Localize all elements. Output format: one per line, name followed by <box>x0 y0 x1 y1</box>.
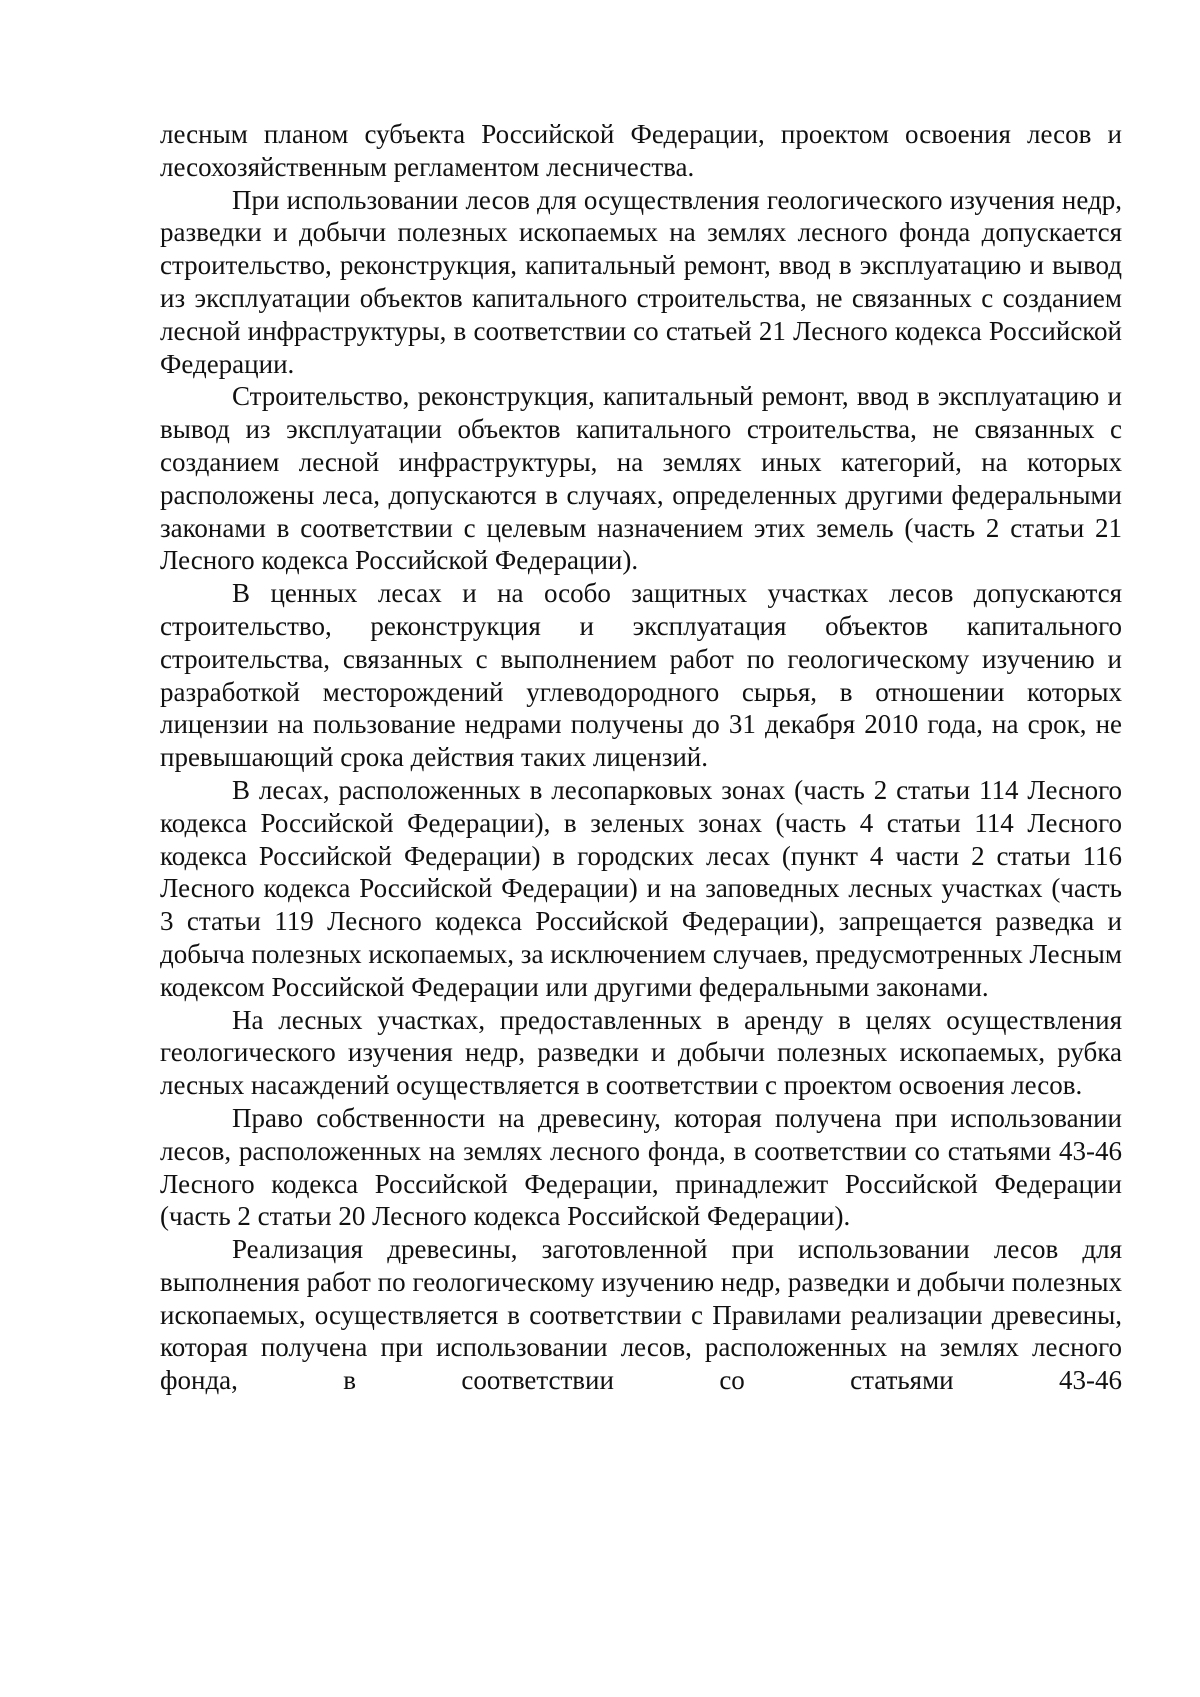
paragraph-construction-other-lands: Строительство, реконструкция, капитальный ремонт, ввод в эксплуатацию и вывод из эксплуатации объектов капитального строительства, не связанных с созданием лесной инфраструктуры, на землях иных категорий, на которых расположены леса, допускаются в случаях, определенных другими федеральными законами в соответствии с целевым назначением этих земель (часть 2 статьи 21 Лесного кодекса Российской Федерации). <box>160 381 1122 576</box>
paragraph-valuable-forests: В ценных лесах и на особо защитных участках лесов допускаются строительство, реконструкция и эксплуатация объектов капитального строительства, связанных с выполнением работ по геологическому изучению и разработкой месторождений углеводородного сырья, в отношении которых лицензии на пользование недрами получены до 31 декабря 2010 года, на срок, не превышающий срока действия таких лицензий. <box>160 578 1122 773</box>
document-body <box>160 118 1122 1397</box>
paragraph-leased-plots: На лесных участках, предоставленных в аренду в целях осуществления геологического изучения недр, разведки и добычи полезных ископаемых, рубка лесных насаждений осуществляется в соответствии с проектом освоения лесов. <box>160 1004 1122 1101</box>
paragraph-timber-sale: Реализация древесины, заготовленной при использовании лесов для выполнения работ по геологическому изучению недр, разведки и добычи полезных ископаемых, осуществляется в соответствии с Правилами реализации древесины, которая получена при использовании лесов, расположенных на землях лесного фонда, в соответствии со статьями 43-46 <box>160 1234 1122 1396</box>
paragraph-geological-study: При использовании лесов для осуществления геологического изучения недр, разведки и добычи полезных ископаемых на землях лесного фонда допускается строительство, реконструкция, капитальный ремонт, ввод в эксплуатацию и вывод из эксплуатации объектов капитального строительства, не связанных с созданием лесной инфраструктуры, в соответствии со статьей 21 Лесного кодекса Российской Федерации. <box>160 184 1122 379</box>
paragraph-timber-ownership: Право собственности на древесину, которая получена при использовании лесов, расположенных на землях лесного фонда, в соответствии со статьями 43-46 Лесного кодекса Российской Федерации, принадлежит Российской Федерации (часть 2 статьи 20 Лесного кодекса Российской Федерации). <box>160 1102 1122 1232</box>
paragraph-forest-park-zones: В лесах, расположенных в лесопарковых зонах (часть 2 статьи 114 Лесного кодекса Российской Федерации), в зеленых зонах (часть 4 статьи 114 Лесного кодекса Российской Федерации) в городских лесах (пункт 4 части 2 статьи 116 Лесного кодекса Российской Федерации) и на заповедных лесных участках (часть 3 статьи 119 Лесного кодекса Российской Федерации), запрещается разведка и добыча полезных ископаемых, за исключением случаев, предусмотренных Лесным кодексом Российской Федерации или другими федеральными законами. <box>160 774 1122 1002</box>
paragraph-continuation: лесным планом субъекта Российской Федерации, проектом освоения лесов и лесохозяйственным регламентом лесничества. <box>160 119 1122 182</box>
